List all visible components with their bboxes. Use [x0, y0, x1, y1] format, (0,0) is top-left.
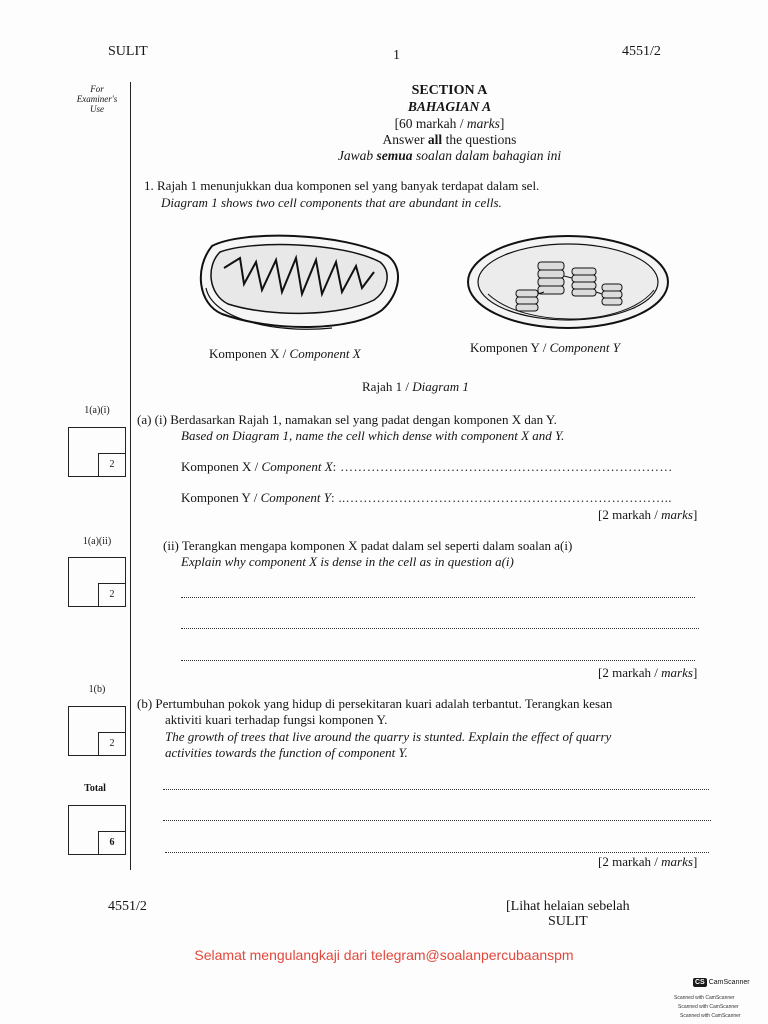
qb-text-en-2: activities towards the function of component Y.	[165, 745, 408, 760]
answer-line-aii-1[interactable]	[181, 597, 695, 598]
scanner-note-2: Scanned with CamScanner	[678, 1004, 739, 1010]
qa-text-ms: (a) (i) Berdasarkan Rajah 1, namakan sel yang padat dengan komponen X dan Y.	[137, 412, 557, 427]
examiner-use-label: For Examiner's Use	[76, 84, 118, 114]
qb-text-ms-2: aktiviti kuari terhadap fungsi komponen Y.	[165, 712, 388, 727]
mark-label-1b: 1(b)	[88, 684, 106, 695]
mark-value-1ai: 2	[98, 453, 126, 477]
mitochondrion-illustration	[192, 228, 404, 336]
label-component-y: Komponen Y / Component Y	[470, 340, 620, 355]
footer-code: 4551/2	[108, 899, 147, 914]
answer-instruction: Answer all the questions	[382, 132, 517, 147]
footer-next-page: [Lihat helaian sebelah	[506, 899, 630, 914]
answer-line-aii-2[interactable]	[181, 628, 699, 629]
qa-marks: [2 markah / marks]	[598, 507, 698, 522]
mark-box-1aii	[68, 557, 126, 607]
label-component-x: Komponen X / Component X	[209, 346, 361, 361]
qaii-text-en: Explain why component X is dense in the cell as in question a(i)	[181, 554, 514, 569]
margin-rule	[130, 82, 131, 870]
scanner-note-1: Scanned with CamScanner	[674, 995, 735, 1001]
mark-value-1aii: 2	[98, 583, 126, 607]
qb-text-ms-1: (b) Pertumbuhan pokok yang hidup di persekitaran kuari adalah terbantut. Terangkan kesan	[137, 696, 613, 711]
q1-text-ms: 1. Rajah 1 menunjukkan dua komponen sel yang banyak terdapat dalam sel.	[144, 178, 540, 193]
total-value: 6	[98, 831, 126, 855]
diagram-caption: Rajah 1 / Diagram 1	[362, 379, 469, 394]
qa-text-en: Based on Diagram 1, name the cell which dense with component X and Y.	[181, 428, 565, 443]
qb-text-en-1: The growth of trees that live around the quarry is stunted. Explain the effect of quarry	[165, 729, 612, 744]
header-sulit: SULIT	[108, 44, 148, 59]
telegram-watermark: Selamat mengulangkaji dari telegram@soalanpercubaanspm	[194, 947, 574, 963]
section-marks: [60 markah / marks]	[394, 116, 505, 131]
mark-value-1b: 2	[98, 732, 126, 756]
answer-line-aii-3[interactable]	[181, 660, 695, 661]
total-label: Total	[84, 783, 106, 794]
page-number: 1	[393, 48, 400, 63]
total-box	[68, 805, 126, 855]
scanner-note-3: Scanned with CamScanner	[680, 1013, 741, 1019]
mark-label-1aii: 1(a)(ii)	[82, 536, 112, 547]
footer-sulit: SULIT	[548, 914, 588, 929]
answer-line-b-2[interactable]	[163, 820, 711, 821]
section-title: SECTION A	[411, 83, 488, 98]
section-title-ms: BAHAGIAN A	[407, 99, 492, 114]
q1-text-en: Diagram 1 shows two cell components that are abundant in cells.	[161, 195, 502, 210]
qaii-marks: [2 markah / marks]	[598, 665, 698, 680]
answer-line-b-3[interactable]	[165, 852, 709, 853]
mark-box-1ai	[68, 427, 126, 477]
answer-instruction-ms: Jawab semua soalan dalam bahagian ini	[337, 148, 562, 163]
header-code: 4551/2	[622, 44, 661, 59]
camscanner-logo: CS CamScanner	[695, 979, 750, 986]
mark-label-1ai: 1(a)(i)	[84, 405, 110, 416]
chloroplast-illustration	[464, 232, 672, 332]
answer-line-y[interactable]: Komponen Y / Component Y: ..………………………………………………………………..	[181, 490, 672, 505]
qb-marks: [2 markah / marks]	[598, 854, 698, 869]
answer-line-x[interactable]: Komponen X / Component X: …………………………………………………………………	[181, 459, 673, 474]
mark-box-1b	[68, 706, 126, 756]
answer-line-b-1[interactable]	[163, 789, 709, 790]
qaii-text-ms: (ii) Terangkan mengapa komponen X padat dalam sel seperti dalam soalan a(i)	[163, 538, 573, 553]
